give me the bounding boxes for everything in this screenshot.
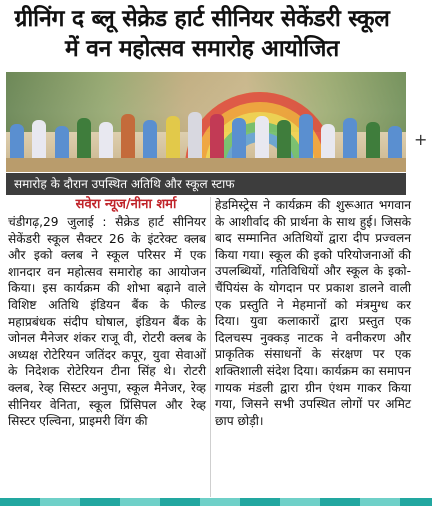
article-body-right-column [215,197,411,429]
photo-caption: समारोह के दौरान उपस्थित अतिथि और स्कूल स्टाफ [14,177,235,191]
article-paragraph-right: हेडमिस्ट्रेस ने कार्यक्रम की शुरूआत भगवान के आशीर्वाद की प्रार्थना के साथ हुई। जिसके बाद सम्मानित अतिथियों द्वारा दीप प्रज्वलन किया गया। स्कूल की इको परियोजनाओं की उपलब्धियों, गतिविधियों और स्कूल के इको-चैंपियंस के योगदान पर प्रकाश डालने वाली एक प्रस्तुति ने मेहमानों को मंत्रमुग्ध कर दिया। युवा कलाकारों द्वारा प्रस्तुत एक दिलचस्प नुक्कड़ नाटक ने वनीकरण और प्राकृतिक संसाधनों के संरक्षण पर एक शक्तिशाली संदेश दिया। कार्यक्रम का समापन गायक मंडली द्वारा ग्रीन एंथम गाकर किया गया, जिसने सभी उपस्थित लोगों पर अमिट छाप छोड़ी। [215,198,411,428]
article-headline: ग्रीनिंग द ब्लू सेक्रेड हार्ट सीनियर सेकेंडरी स्कूल में वन महोत्सव समारोह आयोजित [14,6,390,62]
photo-caption-bar [6,173,406,195]
event-photo [6,72,406,172]
bottom-decorative-strip [0,498,432,506]
photo-floor [6,158,406,172]
photo-group-of-people [6,108,406,164]
crosshair-mark-icon: + [414,130,428,149]
article-body-left-column [8,214,206,430]
article-byline: सवेरा न्यूज/नीना शर्मा [75,197,177,212]
article-paragraph-left: चंडीगढ़,29 जुलाई : सैक्रेड हार्ट सीनियर सेकेंडरी स्कूल सैक्टर 26 के इंटरेक्ट क्लब और इको क्लब ने स्कूल परिसर में एक शानदार वन महोत्सव समारोह का आयोजन किया। इस कार्यक्रम की शोभा बढ़ाने वाले विशिष्ट अतिथि इंडियन बैंक के फील्ड महाप्रबंधक संदीप घोषाल, इंडियन बैंक के जोनल मैनेजर शंकर राजू वी, रोटरी क्लब के अध्यक्ष रोटेरियन जतिंदर कपूर, युवा सेवाओं के निदेशक रोटेरियन टीना सिंह थे। रोटरी क्लब, रेव्ह सिस्टर अनुपा, स्कूल मैनेजर, रेव्ह सीनियर वेनिता, स्कूल प्रिंसिपल और रेव्ह सिस्टर एल्विना, प्राइमरी विंग की [8,215,206,429]
column-divider [210,197,211,497]
